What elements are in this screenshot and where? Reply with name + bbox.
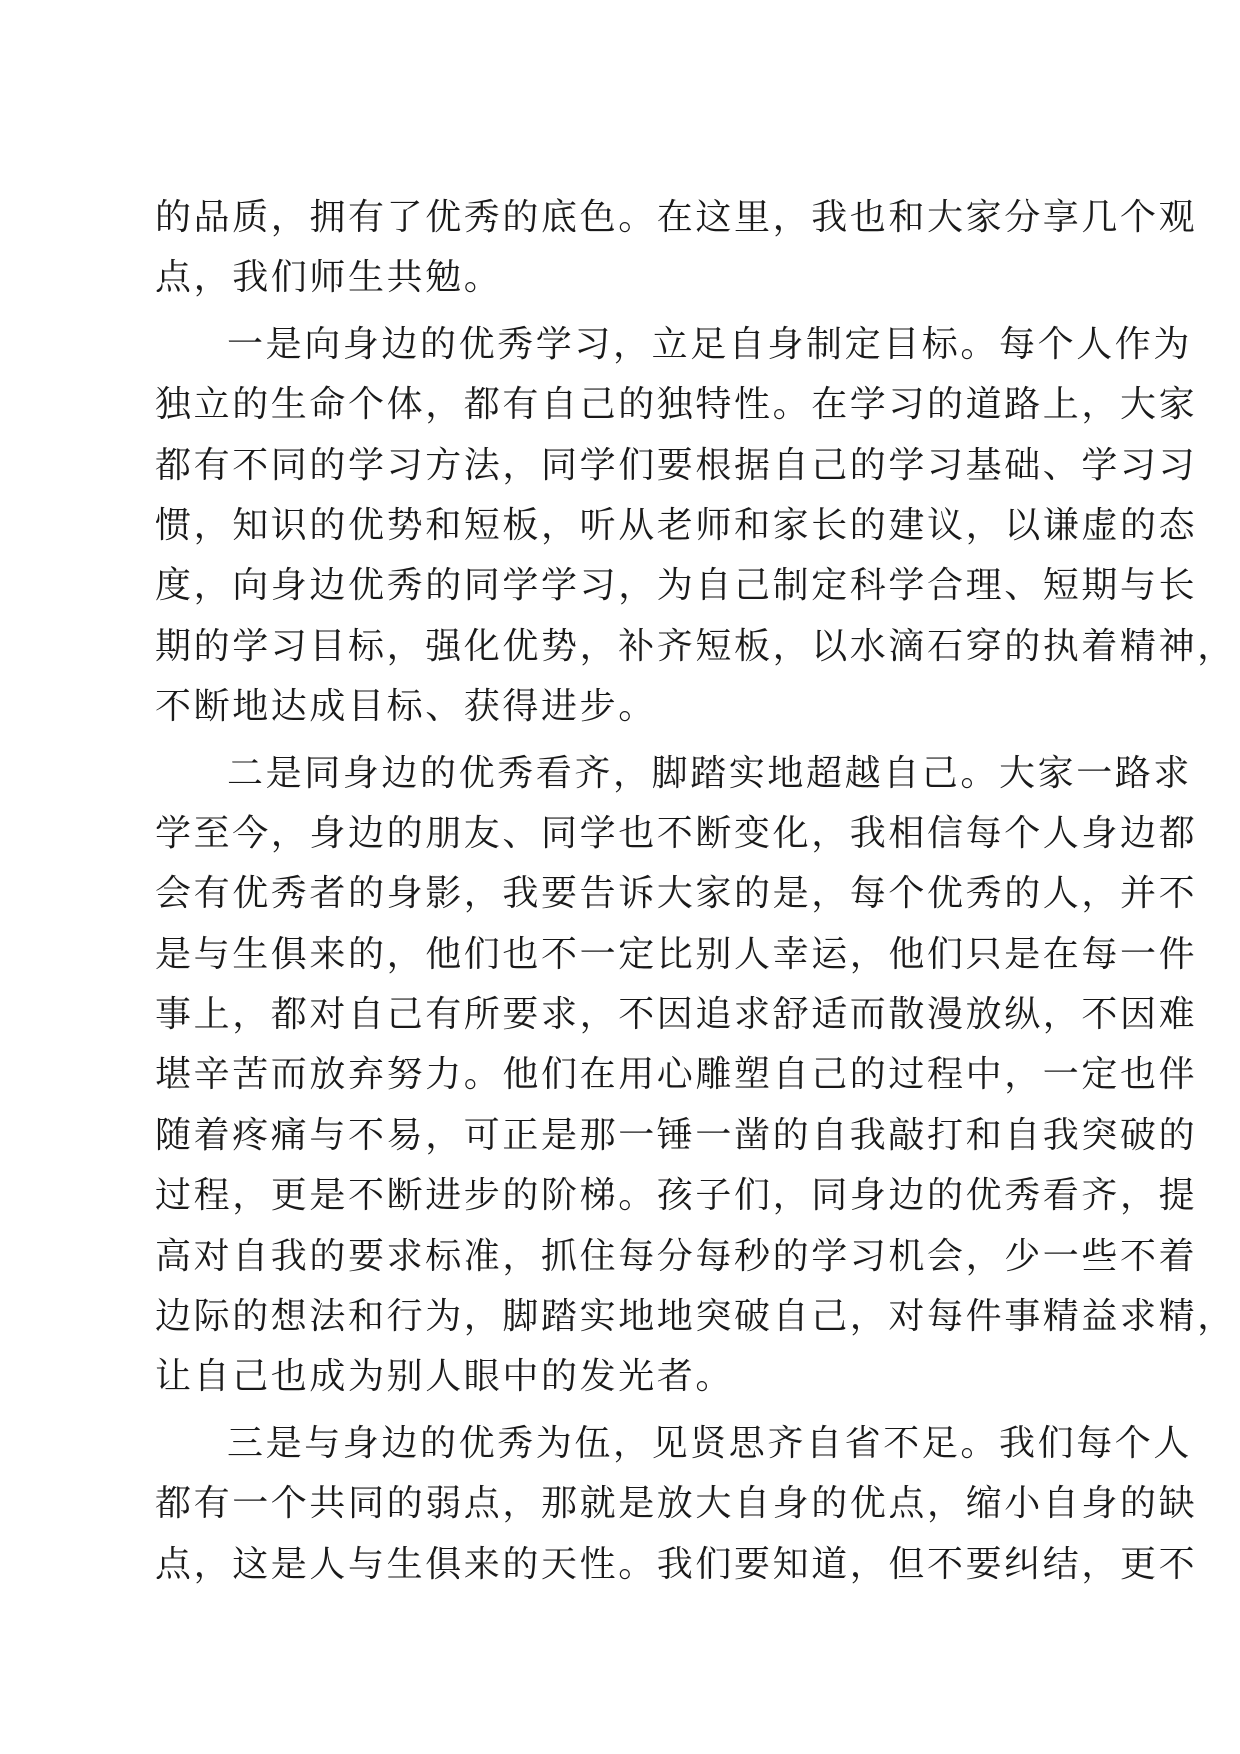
paragraph-point-three [155, 1414, 1198, 1595]
text-line: 的品质，拥有了优秀的底色。在这里，我也和大家分享几个观 [155, 197, 1198, 238]
paragraph-point-two [155, 744, 1236, 1408]
text-line: 一是向身边的优秀学习，立足自身制定目标。每个人作为 [227, 323, 1193, 365]
paragraph-continued [155, 188, 1198, 309]
text-line: 堪辛苦而放弃努力。他们在用心雕塑自己的过程中，一定也伴 [155, 1054, 1198, 1096]
text-line: 随着疼痛与不易，可正是那一锤一凿的自我敲打和自我突破的 [155, 1114, 1198, 1156]
text-line: 让自己也成为别人眼中的发光者。 [155, 1356, 735, 1398]
text-line: 点，这是人与生俱来的天性。我们要知道，但不要纠结，更不 [155, 1543, 1198, 1585]
text-line: 二是同身边的优秀看齐，脚踏实地超越自己。大家一路求 [227, 752, 1193, 794]
text-line: 过程，更是不断进步的阶梯。孩子们，同身边的优秀看齐，提 [155, 1175, 1198, 1217]
text-line: 学至今，身边的朋友、同学也不断变化，我相信每个人身边都 [155, 812, 1198, 854]
text-line: 事上，都对自己有所要求，不因追求舒适而散漫放纵，不因难 [155, 994, 1198, 1036]
text-line: 都有不同的学习方法，同学们要根据自己的学习基础、学习习 [155, 444, 1198, 486]
text-line: 度，向身边优秀的同学学习，为自己制定科学合理、短期与长 [155, 565, 1198, 607]
text-line: 都有一个共同的弱点，那就是放大自身的优点，缩小自身的缺 [155, 1483, 1198, 1525]
text-line: 边际的想法和行为，脚踏实地地突破自己，对每件事精益求精， [155, 1296, 1236, 1338]
text-line: 会有优秀者的身影，我要告诉大家的是，每个优秀的人，并不 [155, 873, 1198, 915]
text-line: 不断地达成目标、获得进步。 [155, 686, 657, 728]
paragraph-point-one [155, 315, 1236, 738]
body-text [155, 188, 1236, 1595]
text-line: 点，我们师生共勉。 [155, 257, 503, 299]
text-line: 独立的生命个体，都有自己的独特性。在学习的道路上，大家 [155, 384, 1198, 426]
text-line: 三是与身边的优秀为伍，见贤思齐自省不足。我们每个人 [227, 1422, 1193, 1464]
text-line: 是与生俱来的，他们也不一定比别人幸运，他们只是在每一件 [155, 933, 1198, 975]
text-line: 期的学习目标，强化优势，补齐短板，以水滴石穿的执着精神， [155, 625, 1236, 667]
text-line: 惯，知识的优势和短板，听从老师和家长的建议，以谦虚的态 [155, 504, 1198, 546]
text-line: 高对自我的要求标准，抓住每分每秒的学习机会，少一些不着 [155, 1235, 1198, 1277]
